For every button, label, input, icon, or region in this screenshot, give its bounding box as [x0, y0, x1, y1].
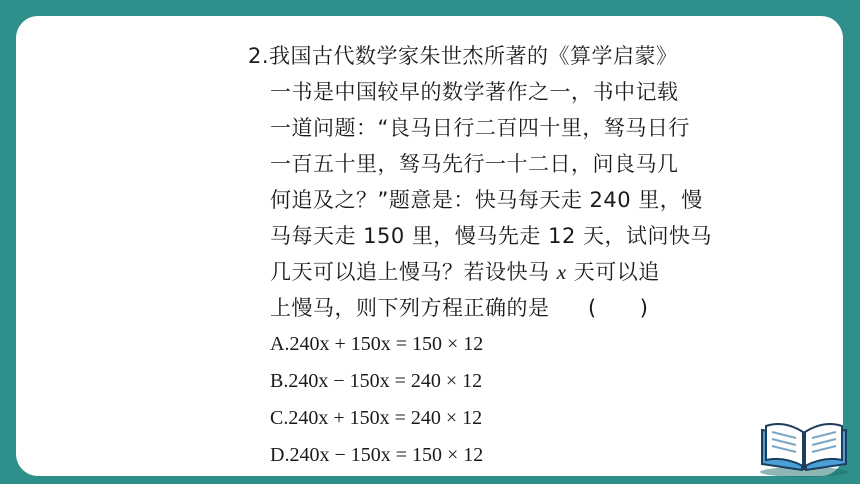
options-list — [270, 326, 483, 474]
option-equation: 240x + 150x = 150 × 12 — [289, 333, 484, 355]
variable-x: x — [556, 260, 567, 284]
option-equation: 240x − 150x = 150 × 12 — [289, 444, 484, 466]
option-label: D. — [270, 444, 290, 466]
question-text-7-tail: 天可以追 — [566, 260, 660, 284]
question-line-3: 一道问题：“良马日行二百四十里，驽马日行 — [270, 116, 690, 140]
open-book-icon — [756, 416, 852, 478]
question-line-2: 一书是中国较早的数学著作之一，书中记载 — [270, 80, 679, 104]
option-label: B. — [270, 370, 289, 392]
answer-blank: ( ) — [588, 296, 649, 320]
option-a[interactable] — [270, 326, 483, 363]
question-number: 2. — [248, 44, 270, 68]
question-line-1 — [248, 38, 678, 74]
question-line-8 — [248, 290, 668, 326]
option-label: C. — [270, 407, 289, 429]
option-d[interactable] — [270, 437, 483, 474]
question-line-6: 马每天走 150 里，慢马先走 12 天，试问快马 — [270, 224, 713, 248]
question-line-4: 一百五十里，驽马先行一十二日，问良马几 — [270, 152, 679, 176]
option-b[interactable] — [270, 363, 483, 400]
question-block — [248, 38, 713, 326]
option-label: A. — [270, 333, 290, 355]
question-text-7: 几天可以追上慢马？若设快马 — [270, 260, 557, 284]
option-c[interactable] — [270, 400, 483, 437]
question-line-7 — [248, 254, 668, 290]
question-text-1: 我国古代数学家朱世杰所著的《算学启蒙》 — [269, 44, 678, 68]
option-equation: 240x − 150x = 240 × 12 — [288, 370, 483, 392]
question-card — [16, 16, 843, 476]
option-equation: 240x + 150x = 240 × 12 — [288, 407, 483, 429]
question-text-8: 上慢马，则下列方程正确的是 — [270, 296, 550, 320]
question-line-5: 何追及之？”题意是：快马每天走 240 里，慢 — [270, 188, 703, 212]
